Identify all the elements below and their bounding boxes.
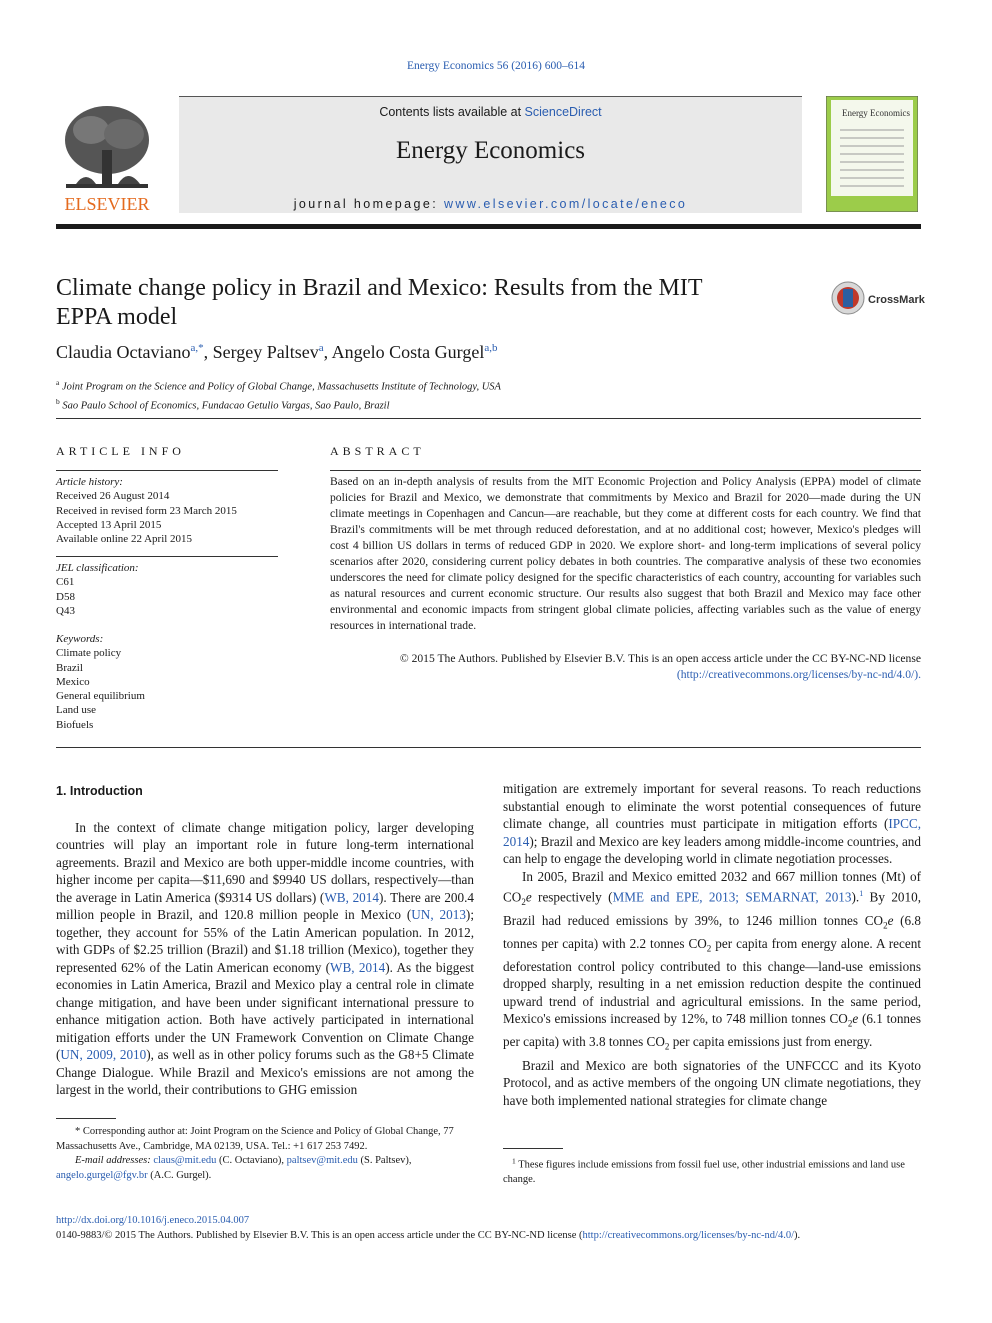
crossmark-badge[interactable] [830, 280, 930, 316]
citation-link[interactable]: WB, 2014 [330, 959, 386, 975]
author-name: Sergey Paltsev [212, 342, 319, 362]
crossmark-label: CrossMark [868, 294, 925, 306]
author-affil-mark[interactable]: a,* [190, 342, 204, 354]
license-link[interactable]: http://creativecommons.org/licenses/by-nc-nd/4.0/ [582, 1230, 795, 1241]
author-name: Claudia Octaviano [56, 342, 191, 362]
abstract-copyright: © 2015 The Authors. Published by Elsevier B.V. This is an open access article under the CC BY-NC-ND license (http://creativecommons.org/licenses/by-nc-nd/4.0/). [399, 652, 921, 681]
abstract-heading: ABSTRACT [330, 444, 425, 458]
keyword: Climate policy [56, 647, 122, 660]
divider [56, 556, 278, 557]
jel-code: D58 [56, 590, 75, 603]
issn-line: 0140-9883/© 2015 The Authors. Published by Elsevier B.V. This is an open access article under the CC BY-NC-ND license (http://creativecommons.org/licenses/by-nc-nd/4.0/). [56, 1230, 801, 1241]
divider [330, 470, 921, 471]
journal-banner [179, 96, 802, 213]
author-affil-mark[interactable]: a [318, 342, 324, 354]
elsevier-logo [56, 100, 158, 214]
footnote-1: $^1$ These figures include emissions from fossil fuel use, other industrial emissions and land use change. [503, 1156, 905, 1185]
license-link[interactable]: (http://creativecommons.org/licenses/by-nc-nd/4.0/). [676, 668, 921, 681]
footnote-rule [503, 1148, 563, 1149]
divider [56, 418, 921, 419]
jel-classification: JEL classification: C61 D58 Q43 [56, 561, 278, 618]
keyword: Biofuels [56, 718, 94, 731]
paragraph: mitigation are extremely important for several reasons. To reach reductions substantial enough to eliminate the worst potential consequences of future climate change, all countries must participate in mitigation efforts (IPCC, 2014); Brazil and Mexico are key leaders among middle-income countries, and can help to engage the developing world in climate negotiation processes. [503, 781, 921, 866]
sciencedirect-link[interactable]: ScienceDirect [524, 105, 602, 119]
section-heading: 1. Introduction [56, 784, 143, 798]
author-name: Angelo Costa Gurgel [331, 342, 485, 362]
header-rule [56, 224, 921, 229]
jel-code: C61 [56, 576, 75, 589]
journal-cover-thumbnail[interactable] [826, 96, 918, 212]
keywords: Keywords: Climate policy Brazil Mexico General equilibrium Land use Biofuels [56, 632, 278, 732]
divider [56, 747, 921, 748]
keyword: Mexico [56, 675, 90, 688]
paragraph: In 2005, Brazil and Mexico emitted 2032 and 667 million tonnes (Mt) of $CO_2e$ respectively (MME and EPE, 2013; SEMARNAT, 2013).$^1$ By 2010, Brazil had reduced emissions by 39%, to 1246 million tonnes $CO_2e$ (6.8 tonnes per capita) with 2.2 tonnes $CO_2$ per capita from energy alone. A recent deforestation control policy contributed to this change—land-use emissions dropped sharply, resulting in a net emission reduction despite the continued upward trend of industrial and agricultural emissions. In the same period, Mexico's emissions increased by 12%, to 748 million tonnes $CO_2e$ (6.1 tonnes per capita) with 3.8 tonnes $CO_2$ per capita emissions just from energy. [503, 868, 921, 1053]
abstract-text: Based on an in-depth analysis of results from the MIT Economic Projection and Policy Analysis (EPPA) model of climate policies for Brazil and Mexico, we demonstrate that commitments by Mexico and Brazil for 2020—made during the UN climate meetings in Copenhagen and Cancun—are reachable, but they come at different costs for each country. We find that Brazil's commitments will be met through reduced deforestation, and at no additional cost; however, Mexico's pledges will cost 4 billion US dollars in terms of reduced GDP in 2020. We explore short- and long-term implications of several policy scenarios after 2020, considering current policy debates in both countries. The comparative analysis of these two economies underscores the need for climate policy designed for the specific characteristics of each country, accounting for variables such as natural resources and current economic structure. Our results also suggest that both Brazil and Mexico may face other environmental and economic impacts from stringent global climate policies, affecting variables such as the value of energy resources in international trade. [330, 475, 921, 632]
journal-homepage: journal homepage: www.elsevier.com/locate/eneco [293, 197, 688, 211]
cover-title: Energy Economics [841, 108, 911, 118]
history-item: Accepted 13 April 2015 [56, 518, 162, 531]
article-title: Climate change policy in Brazil and Mexico: Results from the MIT EPPA model [56, 275, 703, 330]
paragraph: Brazil and Mexico are both signatories of the UNFCCC and its Kyoto Protocol, and as active members of the ongoing UN climate negotiations, they have both implemented national strategies for climate change [503, 1057, 921, 1108]
article-info-heading: ARTICLE INFO [56, 444, 185, 458]
affiliations [56, 376, 501, 413]
citation-link[interactable]: UN, 2009, 2010 [60, 1047, 147, 1062]
corresponding-author-note: * Corresponding author at: Joint Program on the Science and Policy of Global Change, 77 Massachusetts Ave., Cambridge, MA 02139, USA. Tel.: +1 617 253 7492. E-mail addresses: claus@mit.edu (C. Octaviano), paltsev@mit.edu (S. Paltsev), angelo.gurgel@fgv.br (A.C. Gurgel). [56, 1126, 454, 1181]
keyword: Land use [56, 704, 97, 717]
keyword: Brazil [56, 661, 83, 674]
author-affil-mark[interactable]: a,b [484, 342, 498, 354]
citation-link[interactable]: MME and EPE, 2013; SEMARNAT, 2013 [612, 889, 852, 905]
keyword: General equilibrium [56, 690, 145, 703]
contents-line: Contents lists available at ScienceDirect [379, 105, 602, 119]
email-link[interactable]: angelo.gurgel@fgv.br [56, 1169, 148, 1181]
homepage-link[interactable]: www.elsevier.com/locate/eneco [443, 197, 688, 211]
history-item: Received 26 August 2014 [56, 490, 170, 503]
doi-link[interactable]: http://dx.doi.org/10.1016/j.eneco.2015.04.007 [56, 1215, 250, 1226]
citation-link[interactable]: WB, 2014 [324, 889, 379, 905]
jel-code: Q43 [56, 604, 75, 617]
journal-name: Energy Economics [395, 137, 586, 164]
footnote-ref[interactable]: 1 [859, 889, 864, 898]
divider [56, 470, 278, 471]
affiliation-item: $^b$ Sao Paulo School of Economics, Fundacao Getulio Vargas, Sao Paulo, Brazil [56, 396, 390, 411]
email-link[interactable]: claus@mit.edu [153, 1155, 217, 1166]
citation-link[interactable]: IPCC, 2014 [503, 816, 921, 849]
citation-link[interactable]: UN, 2013 [411, 907, 466, 922]
article-history: Article history: Received 26 August 2014 Received in revised form 23 March 2015 Accepted 13 April 2015 Available online 22 April 2015 [56, 475, 278, 546]
footnote-rule [56, 1118, 116, 1119]
email-link[interactable]: paltsev@mit.edu [286, 1155, 358, 1166]
history-item: Available online 22 April 2015 [56, 533, 193, 546]
paragraph: In the context of climate change mitigation policy, larger developing countries will play an important role in future long-term international agreements. Brazil and Mexico are both upper-middle income countries, with higher income per capita—$11,690 and $9940 US dollars, respectively—than the average in Latin America ($9314 US dollars) (WB, 2014). There are 200.4 million people in Brazil, and 120.8 million people in Mexico (UN, 2013); together, they account for 55% of the Latin American population. In 2012, with GDPs of $2.25 trillion (Brazil) and $1.18 trillion (Mexico), together they represented 62% of the Latin American economy (WB, 2014). As the biggest economies in Latin America, Brazil and Mexico play a central role in climate change mitigation, and have been under significant international pressure to enhance mitigation action. Both have actively participated in international mitigation efforts under the UN Framework Convention on Climate Change (UN, 2009, 2010), as well as in other policy forums such as the G8+5 Climate Change Dialogue. While Brazil and Mexico's emissions are not among the largest in the world, their contributions to GHG emission [56, 819, 475, 1097]
body-right-column [503, 780, 921, 1109]
journal-citation[interactable]: Energy Economics 56 (2016) 600–614 [406, 60, 585, 72]
body-left-column [56, 783, 474, 1099]
affiliation-item: $^a$ Joint Program on the Science and Policy of Global Change, Massachusetts Institute of Technology, USA [56, 378, 501, 393]
elsevier-logo-text: ELSEVIER [64, 194, 150, 214]
author-list: Claudia Octaviano$^{a,*}$, Sergey Paltsev$^a$, Angelo Costa Gurgel$^{a,b}$ [56, 342, 498, 362]
history-item: Received in revised form 23 March 2015 [56, 504, 237, 517]
